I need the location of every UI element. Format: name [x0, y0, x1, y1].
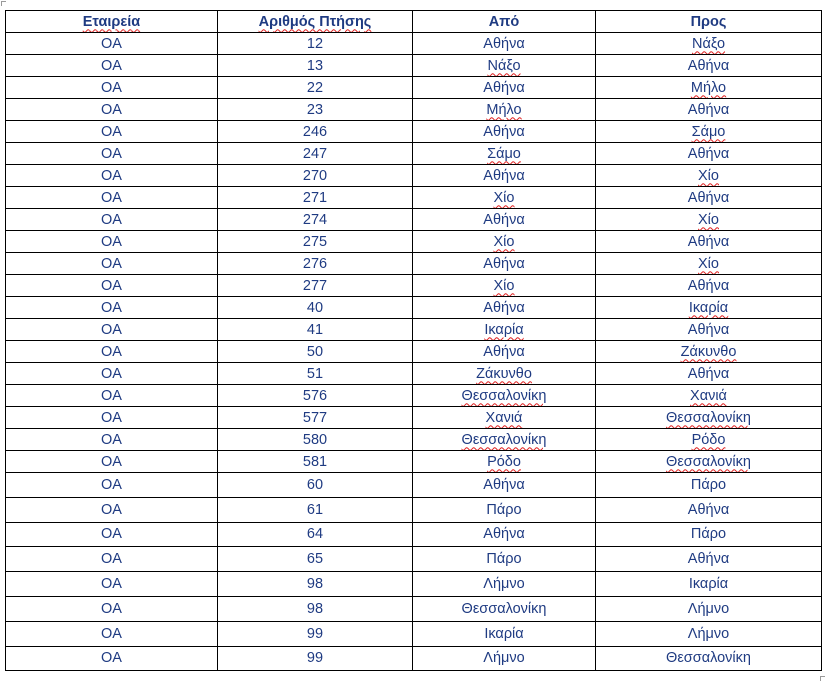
to-cell[interactable]	[596, 596, 822, 621]
from-cell[interactable]	[413, 77, 596, 99]
cell-text: OA	[101, 123, 122, 140]
cell-text: Αθήνα	[483, 343, 525, 360]
company-cell[interactable]	[6, 341, 218, 363]
flight-number-cell[interactable]	[218, 363, 413, 385]
table-row	[6, 572, 822, 597]
cell-text: Χίο	[493, 277, 515, 294]
cell-text: Χίο	[698, 211, 719, 228]
to-cell[interactable]	[596, 522, 822, 547]
from-cell[interactable]	[413, 451, 596, 473]
cell-text: OA	[101, 625, 122, 642]
flight-number-cell[interactable]	[218, 55, 413, 77]
to-cell[interactable]	[596, 187, 822, 209]
company-cell[interactable]	[6, 473, 218, 498]
from-cell[interactable]	[413, 407, 596, 429]
cell-text: Αθήνα	[483, 299, 525, 316]
cell-text: Αθήνα	[687, 145, 730, 162]
from-cell[interactable]	[413, 473, 596, 498]
company-cell[interactable]	[6, 572, 218, 597]
from-cell[interactable]	[413, 165, 596, 187]
cell-text: Θεσσαλονίκη	[461, 600, 547, 617]
cell-text: Αθήνα	[483, 526, 525, 543]
cell-text: Ικαρία	[688, 299, 729, 316]
table-row	[6, 497, 822, 522]
cell-text: OA	[101, 277, 122, 294]
flight-number-cell[interactable]	[218, 99, 413, 121]
cell-text: Ρόδο	[691, 431, 726, 448]
cell-text: Θεσσαλονίκη	[461, 387, 547, 404]
cell-text: Σάμο	[487, 145, 521, 162]
header-cell-company[interactable]	[6, 11, 218, 33]
from-cell[interactable]	[413, 99, 596, 121]
from-cell[interactable]	[413, 385, 596, 407]
cell-text: 277	[302, 277, 328, 294]
to-cell[interactable]	[596, 231, 822, 253]
cell-text: Λήμνο	[483, 650, 525, 667]
table-row	[6, 231, 822, 253]
flight-number-cell[interactable]	[218, 385, 413, 407]
company-cell[interactable]	[6, 451, 218, 473]
table-row	[6, 143, 822, 165]
cell-text: 65	[306, 551, 324, 568]
table-row	[6, 646, 822, 671]
to-cell[interactable]	[596, 165, 822, 187]
cell-text: 246	[302, 123, 328, 140]
cell-text: Ζάκυνθο	[680, 343, 737, 360]
flight-number-cell[interactable]	[218, 407, 413, 429]
cell-text: OA	[101, 431, 122, 448]
from-cell[interactable]	[413, 121, 596, 143]
table-row	[6, 596, 822, 621]
from-cell[interactable]	[413, 547, 596, 572]
cell-text: Αθήνα	[483, 167, 525, 184]
flight-number-cell[interactable]	[218, 341, 413, 363]
to-cell[interactable]	[596, 209, 822, 231]
cell-text: Αθήνα	[483, 79, 525, 96]
to-cell[interactable]	[596, 77, 822, 99]
table-body	[6, 33, 822, 671]
company-cell[interactable]	[6, 55, 218, 77]
cell-text: 99	[306, 625, 324, 642]
cell-text: OA	[101, 576, 122, 593]
cell-text: OA	[101, 145, 122, 162]
table-row	[6, 621, 822, 646]
cell-text: Λήμνο	[687, 600, 730, 617]
cell-text: Σάμο	[691, 123, 726, 140]
cell-text: Θεσσαλονίκη	[666, 650, 751, 667]
flight-number-cell[interactable]	[218, 275, 413, 297]
cell-text: OA	[101, 526, 122, 543]
cell-text: 274	[302, 211, 328, 228]
flight-number-cell[interactable]	[218, 209, 413, 231]
cell-text: Αθήνα	[687, 277, 730, 294]
table-row	[6, 451, 822, 473]
cell-text: 270	[302, 167, 328, 184]
header-label: Από	[488, 13, 520, 30]
from-cell[interactable]	[413, 297, 596, 319]
cell-text: Αθήνα	[483, 35, 525, 52]
cell-text: 12	[306, 35, 324, 52]
table-row	[6, 99, 822, 121]
company-cell[interactable]	[6, 596, 218, 621]
cell-text: Νάξο	[487, 57, 521, 74]
flights-table	[5, 10, 822, 671]
table-row	[6, 547, 822, 572]
company-cell[interactable]	[6, 497, 218, 522]
table-row	[6, 121, 822, 143]
cell-text: Θεσσαλονίκη	[666, 409, 751, 426]
flight-number-cell[interactable]	[218, 473, 413, 498]
cell-text: Χίο	[698, 167, 719, 184]
from-cell[interactable]	[413, 275, 596, 297]
company-cell[interactable]	[6, 77, 218, 99]
header-cell-to[interactable]	[596, 11, 822, 33]
document-corner-mark-bottom	[820, 676, 825, 681]
flight-number-cell[interactable]	[218, 231, 413, 253]
table-row	[6, 429, 822, 451]
flight-number-cell[interactable]	[218, 596, 413, 621]
to-cell[interactable]	[596, 385, 822, 407]
to-cell[interactable]	[596, 55, 822, 77]
flight-number-cell[interactable]	[218, 297, 413, 319]
cell-text: Λήμνο	[687, 625, 730, 642]
header-label: Εταιρεία	[82, 13, 141, 30]
cell-text: Αθήνα	[483, 255, 525, 272]
to-cell[interactable]	[596, 275, 822, 297]
cell-text: OA	[101, 501, 122, 518]
cell-text: 98	[306, 600, 324, 617]
header-cell-flight-number[interactable]	[218, 11, 413, 33]
to-cell[interactable]	[596, 33, 822, 55]
from-cell[interactable]	[413, 187, 596, 209]
cell-text: Αθήνα	[687, 321, 730, 338]
company-cell[interactable]	[6, 547, 218, 572]
cell-text: Αθήνα	[687, 365, 730, 382]
cell-text: 581	[302, 453, 328, 470]
cell-text: OA	[101, 299, 122, 316]
to-cell[interactable]	[596, 621, 822, 646]
from-cell[interactable]	[413, 231, 596, 253]
cell-text: 99	[306, 650, 324, 667]
cell-text: OA	[101, 321, 122, 338]
flight-number-cell[interactable]	[218, 572, 413, 597]
cell-text: 13	[306, 57, 324, 74]
cell-text: 275	[302, 233, 328, 250]
cell-text: Αθήνα	[483, 123, 525, 140]
to-cell[interactable]	[596, 297, 822, 319]
cell-text: OA	[101, 453, 122, 470]
cell-text: OA	[101, 650, 122, 667]
table-row	[6, 77, 822, 99]
company-cell[interactable]	[6, 522, 218, 547]
from-cell[interactable]	[413, 55, 596, 77]
cell-text: OA	[101, 343, 122, 360]
flight-number-cell[interactable]	[218, 33, 413, 55]
cell-text: OA	[101, 233, 122, 250]
table-row	[6, 522, 822, 547]
to-cell[interactable]	[596, 407, 822, 429]
cell-text: Αθήνα	[483, 476, 525, 493]
flight-number-cell[interactable]	[218, 187, 413, 209]
cell-text: OA	[101, 365, 122, 382]
company-cell[interactable]	[6, 275, 218, 297]
cell-text: Μήλο	[486, 101, 522, 118]
company-cell[interactable]	[6, 429, 218, 451]
company-cell[interactable]	[6, 121, 218, 143]
flight-number-cell[interactable]	[218, 143, 413, 165]
cell-text: Χίο	[493, 189, 515, 206]
flight-number-cell[interactable]	[218, 547, 413, 572]
cell-text: Θεσσαλονίκη	[666, 453, 751, 470]
cell-text: Χίο	[698, 255, 719, 272]
company-cell[interactable]	[6, 33, 218, 55]
cell-text: Χανιά	[690, 387, 727, 404]
to-cell[interactable]	[596, 429, 822, 451]
header-label: Αριθμός Πτήσης	[258, 13, 372, 30]
cell-text: Ικαρία	[484, 625, 524, 642]
company-cell[interactable]	[6, 99, 218, 121]
cell-text: Πάρο	[486, 501, 522, 518]
company-cell[interactable]	[6, 319, 218, 341]
to-cell[interactable]	[596, 253, 822, 275]
cell-text: Αθήνα	[687, 57, 730, 74]
to-cell[interactable]	[596, 572, 822, 597]
table-row	[6, 385, 822, 407]
to-cell[interactable]	[596, 363, 822, 385]
table-row	[6, 319, 822, 341]
cell-text: 60	[306, 476, 324, 493]
header-row	[6, 11, 822, 33]
table-row	[6, 407, 822, 429]
cell-text: OA	[101, 57, 122, 74]
cell-text: 271	[302, 189, 328, 206]
from-cell[interactable]	[413, 253, 596, 275]
from-cell[interactable]	[413, 429, 596, 451]
cell-text: 51	[306, 365, 324, 382]
cell-text: 41	[306, 321, 324, 338]
table-row	[6, 33, 822, 55]
table-row	[6, 341, 822, 363]
cell-text: 64	[306, 526, 324, 543]
cell-text: Χίο	[493, 233, 515, 250]
header-label: Προς	[690, 13, 727, 30]
cell-text: Αθήνα	[687, 189, 730, 206]
cell-text: 23	[306, 101, 324, 118]
company-cell[interactable]	[6, 253, 218, 275]
cell-text: OA	[101, 101, 122, 118]
cell-text: OA	[101, 409, 122, 426]
company-cell[interactable]	[6, 297, 218, 319]
cell-text: Ικαρία	[688, 576, 729, 593]
flight-number-cell[interactable]	[218, 522, 413, 547]
cell-text: Αθήνα	[483, 211, 525, 228]
table-row	[6, 165, 822, 187]
cell-text: Ρόδο	[487, 453, 521, 470]
flight-number-cell[interactable]	[218, 121, 413, 143]
table-row	[6, 473, 822, 498]
header-cell-from[interactable]	[413, 11, 596, 33]
cell-text: OA	[101, 255, 122, 272]
cell-text: OA	[101, 189, 122, 206]
company-cell[interactable]	[6, 143, 218, 165]
company-cell[interactable]	[6, 621, 218, 646]
company-cell[interactable]	[6, 209, 218, 231]
from-cell[interactable]	[413, 522, 596, 547]
company-cell[interactable]	[6, 363, 218, 385]
cell-text: OA	[101, 600, 122, 617]
cell-text: OA	[101, 211, 122, 228]
cell-text: 22	[306, 79, 324, 96]
cell-text: 576	[302, 387, 328, 404]
from-cell[interactable]	[413, 363, 596, 385]
cell-text: Πάρο	[486, 551, 522, 568]
cell-text: OA	[101, 476, 122, 493]
from-cell[interactable]	[413, 497, 596, 522]
table-row	[6, 187, 822, 209]
cell-text: Αθήνα	[687, 101, 730, 118]
from-cell[interactable]	[413, 33, 596, 55]
to-cell[interactable]	[596, 497, 822, 522]
table-row	[6, 209, 822, 231]
flight-number-cell[interactable]	[218, 77, 413, 99]
cell-text: Αθήνα	[687, 501, 730, 518]
to-cell[interactable]	[596, 121, 822, 143]
to-cell[interactable]	[596, 319, 822, 341]
from-cell[interactable]	[413, 621, 596, 646]
from-cell[interactable]	[413, 209, 596, 231]
table-row	[6, 363, 822, 385]
cell-text: 98	[306, 576, 324, 593]
cell-text: OA	[101, 551, 122, 568]
cell-text: Πάρο	[690, 476, 727, 493]
flight-number-cell[interactable]	[218, 497, 413, 522]
cell-text: Αθήνα	[687, 551, 730, 568]
from-cell[interactable]	[413, 341, 596, 363]
cell-text: Ζάκυνθο	[476, 365, 532, 382]
company-cell[interactable]	[6, 165, 218, 187]
table-row	[6, 253, 822, 275]
to-cell[interactable]	[596, 451, 822, 473]
cell-text: 61	[306, 501, 324, 518]
cell-text: OA	[101, 167, 122, 184]
cell-text: Αθήνα	[687, 233, 730, 250]
to-cell[interactable]	[596, 547, 822, 572]
table-row	[6, 275, 822, 297]
cell-text: Θεσσαλονίκη	[461, 431, 547, 448]
cell-text: Ικαρία	[484, 321, 524, 338]
company-cell[interactable]	[6, 385, 218, 407]
document-corner-mark	[1, 1, 6, 6]
company-cell[interactable]	[6, 187, 218, 209]
table-row	[6, 297, 822, 319]
flight-number-cell[interactable]	[218, 451, 413, 473]
flight-number-cell[interactable]	[218, 429, 413, 451]
flight-number-cell[interactable]	[218, 319, 413, 341]
to-cell[interactable]	[596, 99, 822, 121]
from-cell[interactable]	[413, 646, 596, 671]
cell-text: 276	[302, 255, 328, 272]
to-cell[interactable]	[596, 341, 822, 363]
cell-text: 577	[302, 409, 328, 426]
cell-text: Μήλο	[690, 79, 727, 96]
cell-text: Χανιά	[485, 409, 523, 426]
to-cell[interactable]	[596, 473, 822, 498]
from-cell[interactable]	[413, 572, 596, 597]
cell-text: 40	[306, 299, 324, 316]
cell-text: OA	[101, 79, 122, 96]
cell-text: 247	[302, 145, 328, 162]
flight-number-cell[interactable]	[218, 621, 413, 646]
cell-text: Νάξο	[691, 35, 726, 52]
cell-text: 580	[302, 431, 328, 448]
from-cell[interactable]	[413, 319, 596, 341]
from-cell[interactable]	[413, 596, 596, 621]
company-cell[interactable]	[6, 646, 218, 671]
cell-text: 50	[306, 343, 324, 360]
cell-text: OA	[101, 35, 122, 52]
cell-text: OA	[101, 387, 122, 404]
table-row	[6, 55, 822, 77]
to-cell[interactable]	[596, 143, 822, 165]
from-cell[interactable]	[413, 143, 596, 165]
cell-text: Πάρο	[690, 526, 727, 543]
flight-number-cell[interactable]	[218, 165, 413, 187]
flight-number-cell[interactable]	[218, 646, 413, 671]
cell-text: Λήμνο	[483, 576, 525, 593]
flight-number-cell[interactable]	[218, 253, 413, 275]
to-cell[interactable]	[596, 646, 822, 671]
company-cell[interactable]	[6, 231, 218, 253]
company-cell[interactable]	[6, 407, 218, 429]
